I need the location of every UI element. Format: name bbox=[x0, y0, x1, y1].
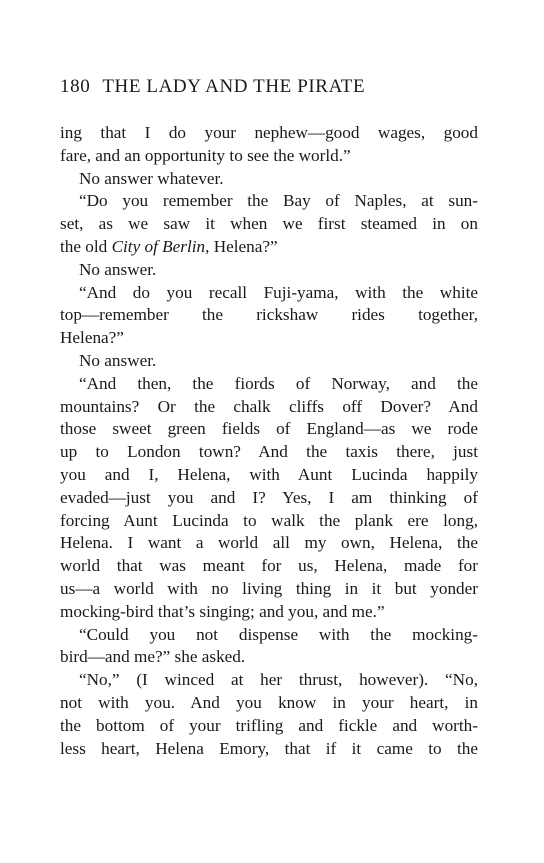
text-line: ing that I do your nephew—good wages, good bbox=[60, 123, 478, 142]
text-line: Helena?” bbox=[60, 328, 124, 348]
text-line: set, as we saw it when we first steamed in on bbox=[60, 214, 478, 234]
text-line: “Do you remember the Bay of Naples, at sun- bbox=[79, 191, 478, 211]
text-line: No answer. bbox=[79, 350, 157, 370]
running-head bbox=[60, 76, 480, 100]
text-line: you and I, Helena, with Aunt Lucinda happily bbox=[60, 464, 478, 484]
ship-name: City of Berlin bbox=[111, 236, 206, 256]
text-line: bird—and me?” she asked. bbox=[60, 647, 246, 667]
text-line: forcing Aunt Lucinda to walk the plank ere long, bbox=[60, 510, 478, 530]
text-line: No answer. bbox=[79, 259, 157, 279]
text-line: not with you. And you know in your heart, in bbox=[60, 692, 478, 712]
text-line: “And do you recall Fuji-yama, with the white bbox=[79, 282, 478, 302]
text-line: top—remember the rickshaw rides together, bbox=[60, 305, 478, 325]
text-line: No answer whatever. bbox=[79, 168, 224, 188]
text-line: up to London town? And the taxis there, just bbox=[60, 442, 478, 462]
text-line: those sweet green fields of England—as we rode bbox=[60, 419, 478, 439]
body-text bbox=[60, 122, 478, 760]
text-line: evaded—just you and I? Yes, I am thinking of bbox=[60, 487, 478, 507]
text-line: “Could you not dispense with the mocking- bbox=[79, 624, 478, 644]
text-line: less heart, Helena Emory, that if it came to the bbox=[60, 738, 478, 758]
text-line: Helena. I want a world all my own, Helena, the bbox=[60, 533, 478, 553]
text-line: the bottom of your trifling and fickle and worth- bbox=[60, 715, 478, 735]
text-line: fare, and an opportunity to see the world.” bbox=[60, 145, 351, 165]
text-line: “No,” (I winced at her thrust, however). “No, bbox=[79, 670, 478, 690]
running-title: THE LADY AND THE PIRATE bbox=[102, 76, 366, 97]
text-line: world that was meant for us, Helena, made for bbox=[60, 556, 478, 576]
page-number: 180 bbox=[60, 76, 91, 97]
text-line: us—a world with no living thing in it but yonder bbox=[60, 578, 478, 598]
text-line: mountains? Or the chalk cliffs off Dover? And bbox=[60, 396, 478, 416]
text-line: the old City of Berlin, Helena?” bbox=[60, 236, 278, 256]
text-line: “And then, the fiords of Norway, and the bbox=[79, 373, 478, 393]
text-line: mocking-bird that’s singing; and you, and me.” bbox=[60, 601, 385, 621]
